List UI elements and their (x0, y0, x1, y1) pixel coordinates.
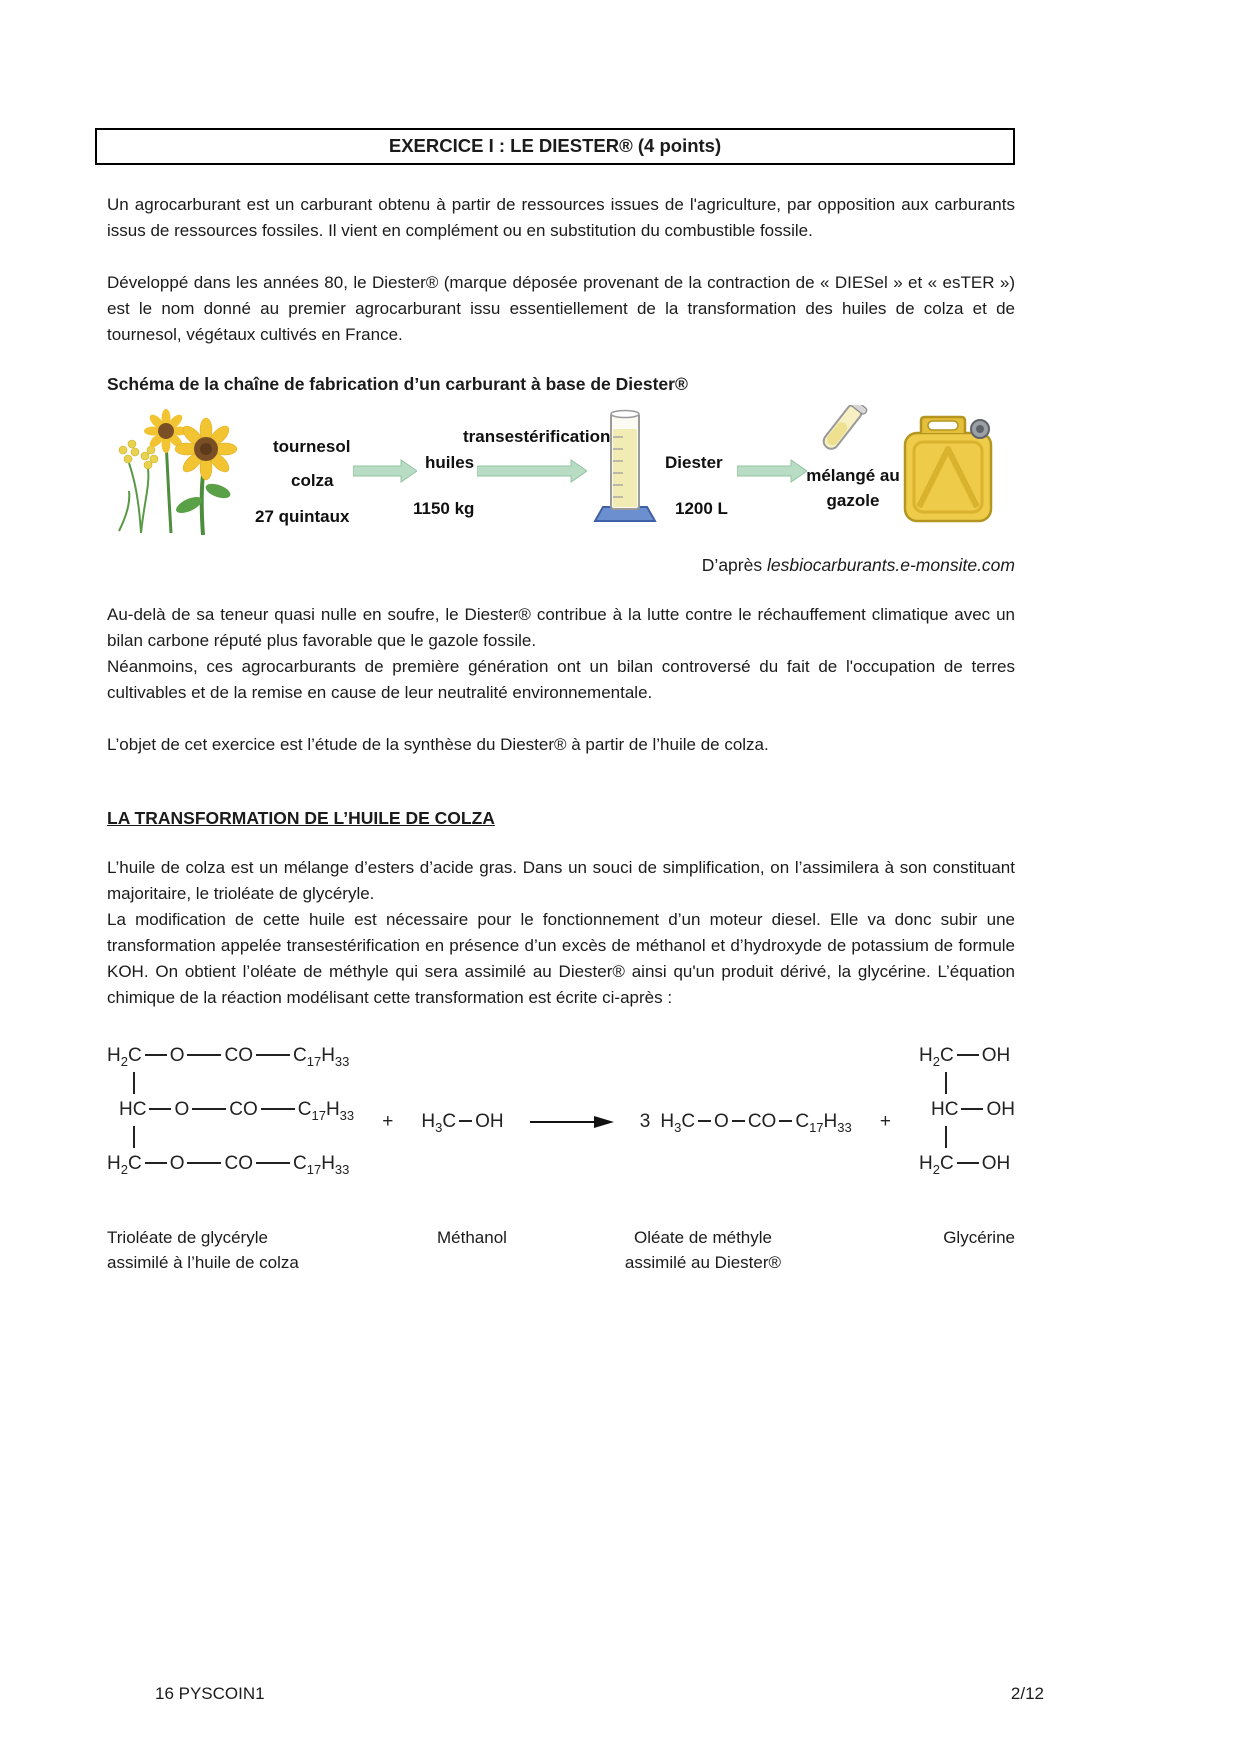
section-paragraph-1: L’huile de colza est un mélange d’esters d’acide gras. Dans un souci de simplification, on l’assimilera à son constituant majoritaire, le trioléate de glycéryle. (107, 858, 1015, 903)
label-oleate-line1: Oléate de méthyle (634, 1228, 772, 1247)
vertical-bond (133, 1126, 135, 1148)
body-paragraph-3a: Au-delà de sa teneur quasi nulle en soufre, le Diester® contribue à la lutte contre le réchauffement climatique avec un bilan carbone réputé plus favorable que le gazole fossile. (107, 605, 1015, 650)
footer-reference: 16 PYSCOIN1 (155, 1684, 265, 1703)
sunflower-colza-plants-icon (111, 409, 263, 535)
label-melange (797, 463, 909, 513)
attribution-prefix: D’après (701, 555, 767, 575)
label-quintaux: 27 quintaux (255, 507, 350, 526)
glycerol-row2: HC OH (931, 1099, 1015, 1120)
section-heading: LA TRANSFORMATION DE L’HUILE DE COLZA (107, 808, 495, 828)
trioleate-row3: $H_2C$ O CO $C_{17}H_{33}$ (107, 1153, 350, 1177)
vertical-bond (133, 1072, 135, 1094)
fabrication-chain-diagram (107, 407, 1015, 549)
figure-attribution (107, 555, 1015, 576)
label-diester: Diester (665, 453, 723, 472)
trioleate-row2: HC O CO $C_{17}H_{33}$ (119, 1099, 355, 1123)
body-paragraph-3b: Néanmoins, ces agrocarburants de première génération ont un bilan controversé du fait de l'occupation de terres cultivables et de la remise en cause de leur neutralité environnementale. (107, 657, 1015, 702)
exercise-title: EXERCICE I : LE DIESTER® (4 points) (388, 135, 722, 156)
label-colza: colza (291, 471, 334, 490)
section-paragraph-2: La modification de cette huile est nécessaire pour le fonctionnement d’un moteur diesel. Elle va donc subir une transformation appelée transestérification en présence d’un excès de méthanol et d’hydroxyde de potassium de formule KOH. On obtient l’oléate de méthyle qui sera assimilé au Diester® ainsi qu'un produit dérivé, la glycérine. L’équation chimique de la réaction modélisant cette transformation est écrite ci-après : (107, 910, 1015, 1007)
methanol-formula: $H_3C$ OH (421, 1111, 504, 1135)
reaction-arrow-icon (530, 1114, 614, 1130)
page-content (107, 128, 1015, 1287)
label-tournesol: tournesol (273, 437, 351, 456)
equation-labels (107, 1225, 1015, 1287)
label-transesterification: transestérification (463, 427, 611, 446)
label-trioleate-line1: Trioléate de glycéryle (107, 1228, 268, 1247)
label-masse: 1150 kg (413, 499, 475, 518)
glycerol-row3: $H_2C$ OH (919, 1153, 1011, 1177)
jerrycan-icon (897, 411, 999, 525)
body-paragraph-3 (107, 602, 1015, 706)
graduated-cylinder-icon (593, 407, 657, 527)
label-oleate-line2: assimilé au Diester® (624, 1253, 782, 1272)
vertical-bond (945, 1126, 947, 1148)
plus-sign: + (879, 1111, 891, 1132)
oleate-formula: $H_3C$ O CO $C_{17}H_{33}$ (660, 1111, 852, 1135)
body-paragraph-4: L’objet de cet exercice est l’étude de la synthèse du Diester® à partir de l’huile de colza. (107, 735, 769, 754)
vertical-bond (945, 1072, 947, 1094)
glycerol-structure (919, 1041, 1015, 1203)
label-methanol: Méthanol (437, 1228, 507, 1247)
label-melange-line1: mélangé au (806, 466, 900, 485)
label-glycerine: Glycérine (943, 1228, 1015, 1247)
label-trioleate (107, 1225, 299, 1275)
exercise-title-box (95, 128, 1015, 165)
attribution-source: lesbiocarburants.e-monsite.com (766, 555, 1015, 575)
glycerol-row1: $H_2C$ OH (919, 1045, 1011, 1069)
trioleate-row1: $H_2C$ O CO $C_{17}H_{33}$ (107, 1045, 350, 1069)
plus-sign: + (382, 1111, 394, 1132)
intro-paragraph-2: Développé dans les années 80, le Diester® (marque déposée provenant de la contraction de « DIESel » et « esTER ») est le nom donné au premier agrocarburant issu essentiellement de la transformation des huiles de colza et de tournesol, végétaux cultivés en France. (107, 273, 1015, 344)
label-melange-line2: gazole (826, 491, 880, 510)
schema-heading: Schéma de la chaîne de fabrication d’un carburant à base de Diester® (107, 374, 688, 394)
label-trioleate-line2: assimilé à l’huile de colza (107, 1253, 299, 1272)
chemical-equation (107, 1041, 1015, 1203)
oleate-term (640, 1111, 852, 1133)
test-tube-icon (811, 405, 895, 463)
page-footer (155, 1684, 1044, 1704)
trioleate-structure (107, 1041, 354, 1203)
label-volume: 1200 L (675, 499, 728, 518)
flow-arrow-icon (353, 459, 417, 483)
footer-page-number: 2/12 (1010, 1684, 1044, 1703)
stoichiometric-coefficient: 3 (639, 1111, 651, 1132)
label-oleate (569, 1225, 837, 1275)
flow-arrow-icon (477, 459, 587, 483)
label-huiles: huiles (425, 453, 475, 472)
intro-paragraph-1: Un agrocarburant est un carburant obtenu à partir de ressources issues de l'agriculture, par opposition aux carburants issus de ressources fossiles. Il vient en complément ou en substitution du combustible fossile. (107, 195, 1015, 240)
